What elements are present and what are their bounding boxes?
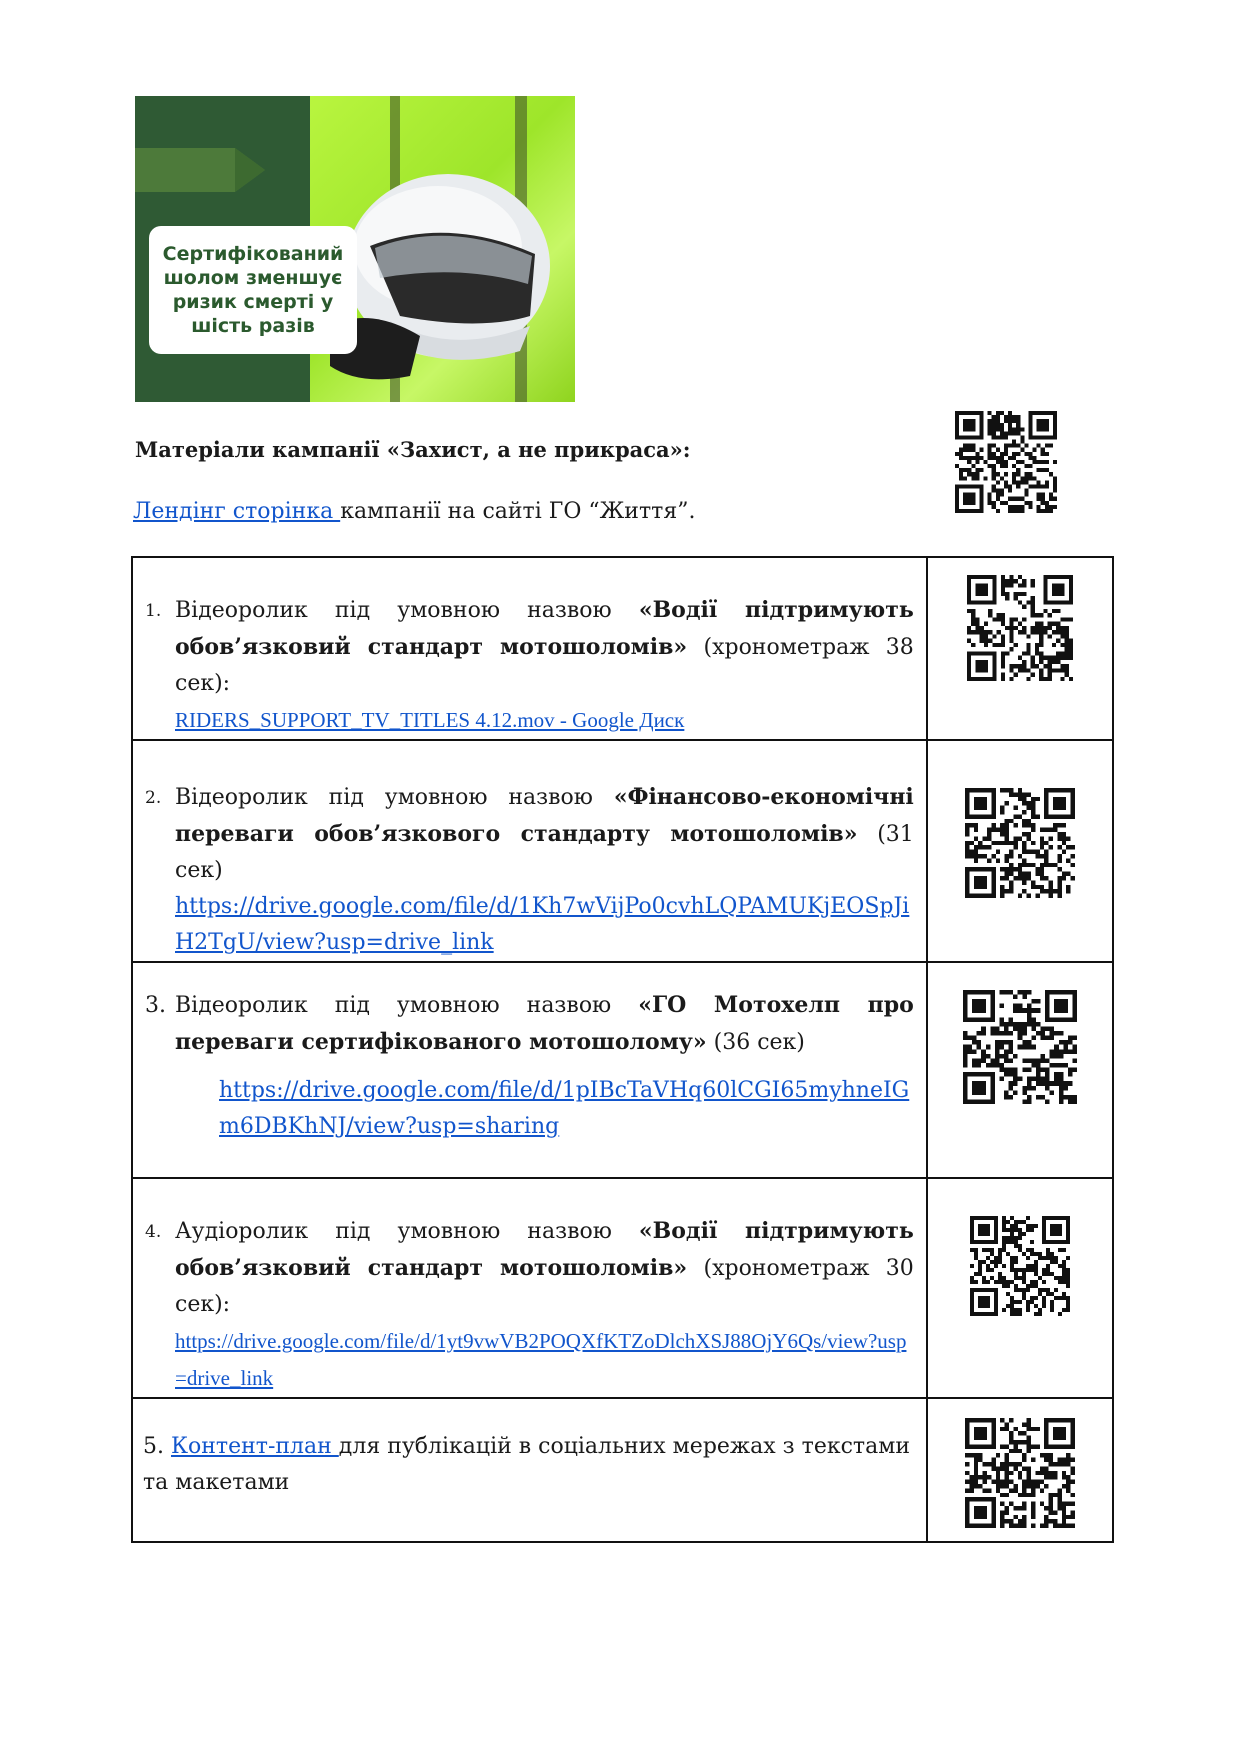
- video-link-2[interactable]: https://drive.google.com/file/d/1Kh7wVijPo0cvhLQPAMUKjEOSpJiH2TgU/view?usp=drive_link: [175, 894, 910, 955]
- video-link-1[interactable]: RIDERS_SUPPORT_TV_TITLES 4.12.mov - Google Диск: [175, 708, 685, 732]
- qr-code-icon: [955, 411, 1057, 513]
- table-row: [132, 557, 1113, 740]
- item-title: «Фінансово-економічні переваги обов’язкового стандарту мотошоломів»: [175, 784, 914, 847]
- banner-caption: Сертифікований шолом зменшує ризик смерті у шість разів: [149, 226, 357, 354]
- qr-code-icon: [965, 1418, 1075, 1528]
- item-number: 3.: [145, 993, 166, 1018]
- qr-code-landing: [955, 411, 1057, 517]
- materials-heading: Матеріали кампанії «Захист, а не прикраса»:: [135, 437, 691, 462]
- item-lead: Відеоролик під умовною назвою: [175, 598, 639, 623]
- item-number: 1.: [145, 601, 162, 621]
- qr-code-icon: [966, 575, 1074, 681]
- content-plan-link[interactable]: Контент-план: [170, 1434, 339, 1459]
- item-lead: Аудіоролик під умовною назвою: [175, 1219, 639, 1244]
- item-number: 2.: [145, 788, 162, 808]
- audio-link-4[interactable]: https://drive.google.com/file/d/1yt9vwVB2POQXfKTZoDlchXSJ88OjY6Qs/view?usp=drive_link: [175, 1329, 907, 1390]
- item-title: «ГО Мотохелп про переваги сертифікованого мотошолому»: [175, 992, 914, 1055]
- item-lead: Відеоролик під умовною назвою: [175, 785, 614, 810]
- table-row: [132, 962, 1113, 1178]
- landing-line: [133, 499, 695, 524]
- item-duration: (хронометраж 30 сек):: [175, 1256, 914, 1317]
- item-description: для публікацій в соціальних мережах з текстами та макетами: [143, 1434, 910, 1495]
- qr-code-icon: [965, 788, 1075, 898]
- table-row: [132, 1398, 1113, 1542]
- qr-code-icon: [963, 990, 1077, 1104]
- helmet-icon: [330, 156, 560, 400]
- landing-description: кампанії на сайті ГО “Життя”.: [340, 499, 696, 524]
- item-title: «Водії підтримують обов’язковий стандарт мотошоломів»: [175, 597, 914, 660]
- item-lead: Відеоролик під умовною назвою: [175, 993, 639, 1018]
- item-duration: (хронометраж 38 сек):: [175, 635, 914, 696]
- item-number: 5.: [143, 1434, 171, 1459]
- banner-arrow-bar: [135, 148, 235, 192]
- table-row: [132, 1178, 1113, 1398]
- item-title: «Водії підтримують обов’язковий стандарт мотошоломів»: [175, 1218, 914, 1281]
- item-duration: (36 сек): [706, 1030, 805, 1055]
- landing-page-link[interactable]: Лендінг сторінка: [133, 499, 341, 524]
- item-duration: (31 сек): [175, 822, 914, 883]
- qr-code-icon: [970, 1216, 1070, 1316]
- item-number: 4.: [145, 1222, 162, 1242]
- campaign-banner-image: [135, 96, 575, 402]
- materials-table: [131, 556, 1114, 1543]
- table-row: [132, 740, 1113, 962]
- video-link-3[interactable]: https://drive.google.com/file/d/1pIBcTaVHq60lCGI65myhneIGm6DBKhNJ/view?usp=sharing: [219, 1078, 910, 1139]
